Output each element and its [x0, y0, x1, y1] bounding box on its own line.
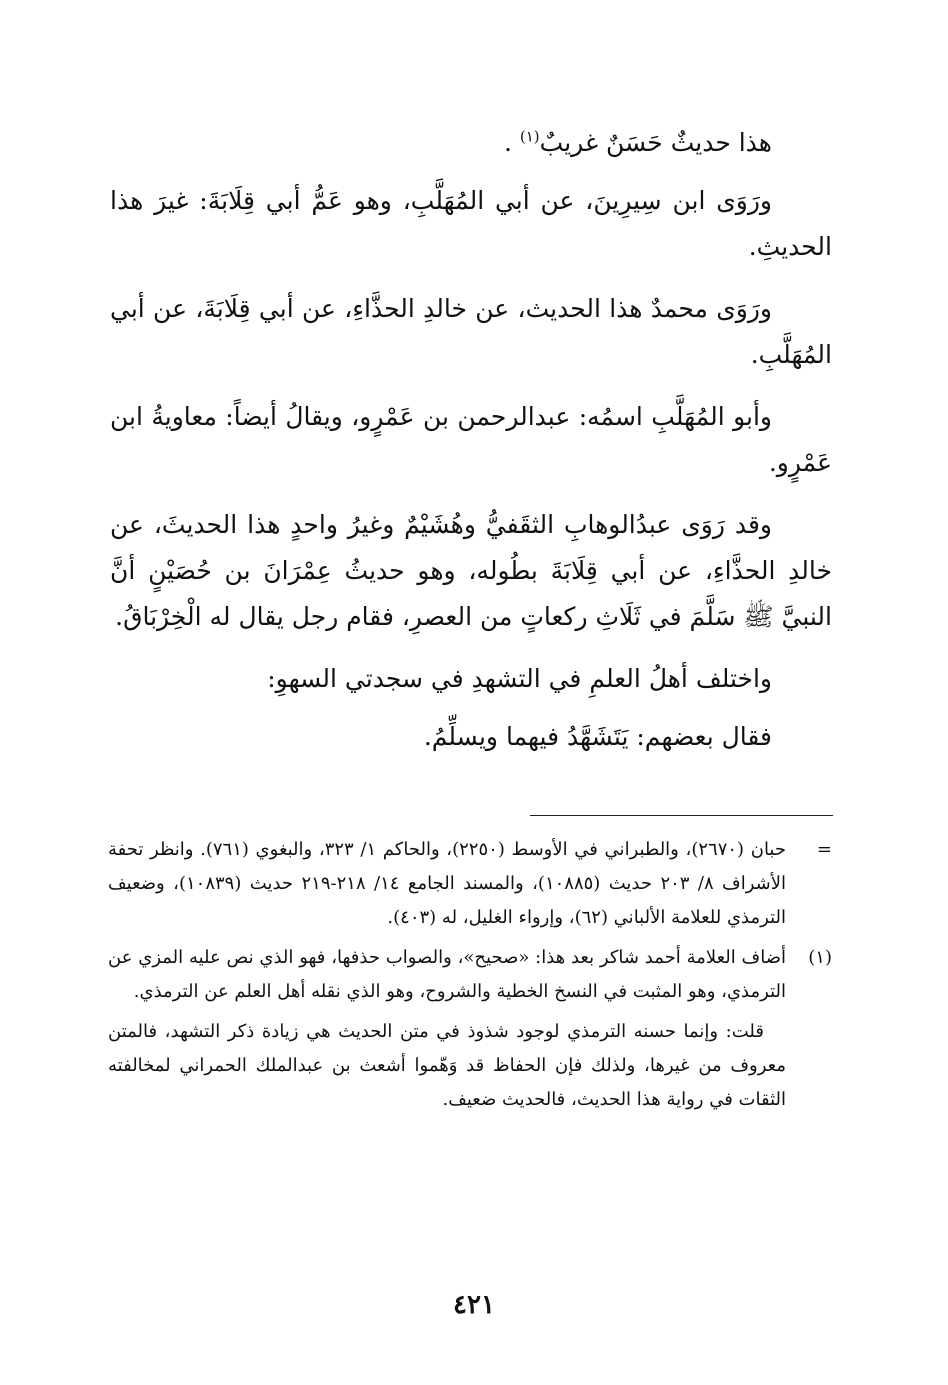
paragraph-7: فقال بعضهم: يَتَشَهَّدُ فيهما ويسلِّمُ. [423, 722, 772, 751]
paragraph-3: ورَوَى محمدٌ هذا الحديث، عن خالدِ الحذَّاءِ، عن أبي قِلَابَةَ، عن أبي المُهَلَّبِ. [110, 294, 832, 369]
footnotes [108, 833, 832, 1117]
footnote-continuation [108, 833, 832, 935]
paragraph-5: وقد رَوَى عبدُالوهابِ الثقَفيُّ وهُشَيْمٌ وغيرُ واحدٍ هذا الحديثَ، عن خالدِ الحذَّاءِ، عن أبي قِلَابَةَ بطُوله، وهو حديثُ عِمْرَانَ بن حُصَيْنٍ أنَّ النبيَّ ﷺ سَلَّمَ في ثَلَاثِ ركعاتٍ من العصرِ، فقام رجل يقال له الْخِرْبَاقُ. [110, 510, 832, 631]
continuation-marker: = [816, 839, 832, 860]
footnote-1-comment: قلت: وإنما حسنه الترمذي لوجود شذوذ في متن الحديث هي زيادة ذكر التشهد، فالمتن معروف من غيرها، ولذلك فإن الحفاظ قد وَهّموا أشعث بن عبدالملك الحمراني لمخالفته الثقات في رواية هذا الحديث، فالحديث ضعيف. [108, 1021, 786, 1110]
paragraph-1-end: . [503, 128, 520, 157]
footnote-1 [108, 941, 832, 1009]
page-number: ٤٢١ [453, 1290, 495, 1320]
footnote-1-marker: (١) [808, 947, 832, 968]
footnote-continuation-text: حبان (٢٦٧٠)، والطبراني في الأوسط (٢٢٥٠)، والحاكم ١/ ٣٢٣، والبغوي (٧٦١). وانظر تحفة الأشراف ٨/ ٢٠٣ حديث (١٠٨٨٥)، والمسند الجامع ١٤/ ٢١٨-٢١٩ حديث (١٠٨٣٩)، وضعيف الترمذي للعلامة الألباني (٦٢)، وإرواء الغليل، له (٤٠٣). [108, 839, 786, 928]
footnote-separator [530, 815, 833, 816]
paragraph-4: وأبو المُهَلَّبِ اسمُه: عبدالرحمن بن عَمْرٍو، ويقالُ أيضاً: معاويةُ ابن عَمْرٍو. [110, 402, 832, 477]
footnote-ref-1: (١) [519, 127, 540, 146]
paragraph-1 [110, 120, 832, 166]
paragraph-1-text: هذا حديثٌ حَسَنٌ غريبٌ [539, 128, 772, 157]
paragraph-6: واختلف أهلُ العلمِ في التشهدِ في سجدتي السهوِ: [267, 664, 772, 693]
footnote-1-text: أضاف العلامة أحمد شاكر بعد هذا: «صحيح»، والصواب حذفها، فهو الذي نص عليه المزي عن الترمذي، وهو المثبت في النسخ الخطية والشروح، وهو الذي نقله أهل العلم عن الترمذي. [108, 947, 786, 1002]
paragraph-2: ورَوَى ابن سِيرِينَ، عن أبي المُهَلَّبِ، وهو عَمُّ أبي قِلَابَةَ: غيرَ هذا الحديثِ. [110, 186, 832, 261]
main-text [110, 120, 832, 772]
